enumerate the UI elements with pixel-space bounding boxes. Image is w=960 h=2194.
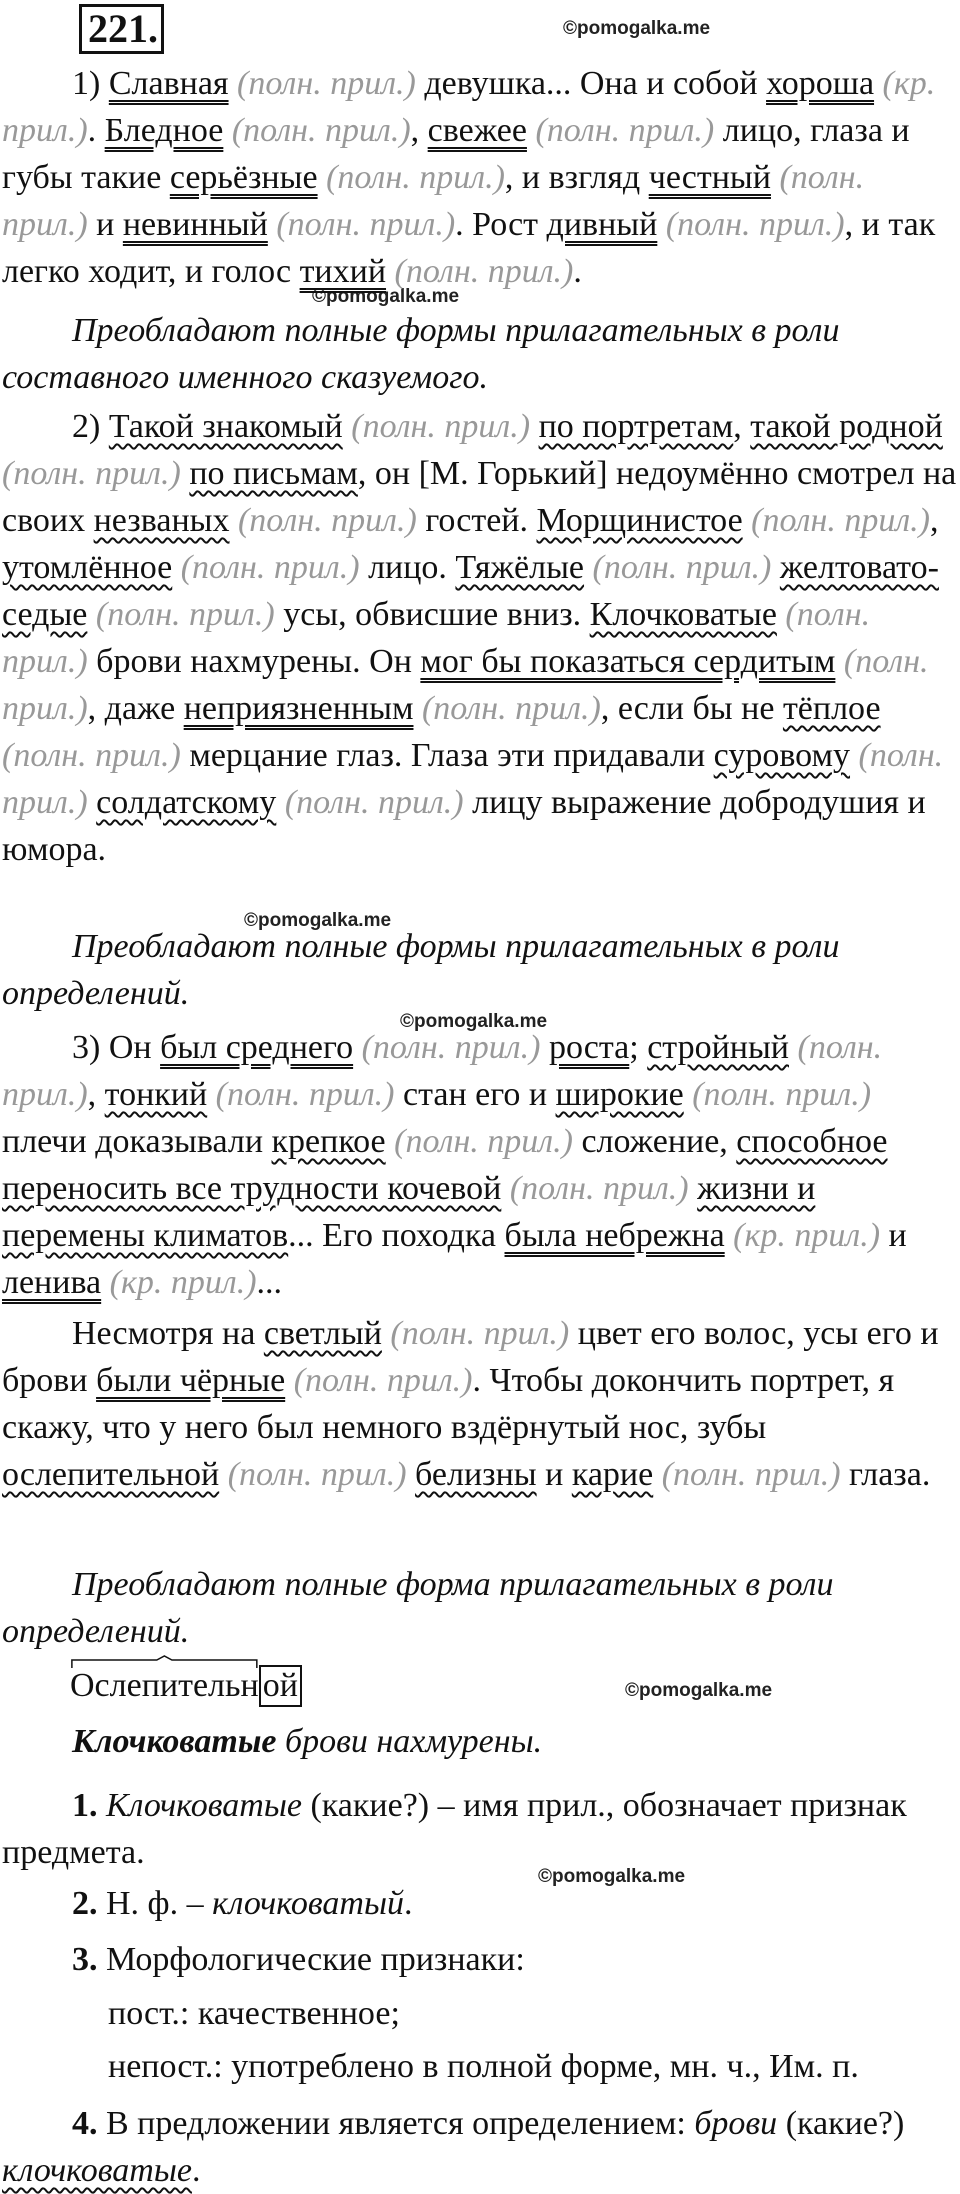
conclusion-2: Преобладают полные формы прилагательных в роли определений. xyxy=(2,928,840,1012)
attribute-word: незваных xyxy=(93,502,230,539)
predicate-word: роста xyxy=(548,1029,630,1066)
predicate-word: неприязненным xyxy=(183,690,414,727)
paragraph-1: 1) Славная (полн. прил.) девушка... Она и собой хороша (кр. прил.). Бледное (полн. прил.), свежее (полн. прил.) лицо, глаза и губы такие серьёзные (полн. прил.), и взгляд честный (полн. прил.) и невинный (полн. прил.). Рост дивный (полн. прил.), и так легко ходит, и голос тихий (полн. прил.). xyxy=(2,65,936,290)
predicate-word: честный xyxy=(648,159,771,196)
word-ending: ой xyxy=(259,1665,302,1707)
attribute-word: солдатскому xyxy=(96,784,277,821)
attribute-word: по письмам xyxy=(189,455,358,492)
paragraph-4: Несмотря на светлый (полн. прил.) цвет его волос, усы его и брови были чёрные (полн. прил.). Чтобы докончить портрет, я скажу, что у него был немного вздёрнутый нос, зубы ослепительной (полн. прил.) белизны и карие (полн. прил.) глаза. xyxy=(2,1315,939,1493)
watermark: ©pomogalka.me xyxy=(538,1866,686,1887)
hint-full: (полн. прил.) xyxy=(421,690,601,727)
hint-full: (полн. прил.) xyxy=(661,1456,841,1493)
watermark: ©pomogalka.me xyxy=(312,286,460,307)
hint-full: (полн. прил.) xyxy=(237,65,416,102)
hint-full: (полн. прил.) xyxy=(2,159,865,243)
attribute-word: ослепительной xyxy=(2,1456,220,1493)
hint-full: (полн. прил.) xyxy=(215,1076,395,1113)
predicate-word: дивный xyxy=(546,206,658,243)
hint-full: (полн. прил.) xyxy=(361,1029,541,1066)
analysis-item-4: 4. В предложении является определением: брови (какие?) клочковатые. xyxy=(2,2105,905,2189)
predicate-word: Славная xyxy=(108,65,229,102)
word-stem xyxy=(70,1663,259,1709)
attribute-word: по портретам xyxy=(538,408,734,445)
predicate-word: была небрежна xyxy=(504,1217,725,1254)
hint-full: (полн. прил.) xyxy=(394,253,574,290)
constant-features: пост.: качественное; xyxy=(108,1995,400,2032)
hint-full: (полн. прил.) xyxy=(293,1362,473,1399)
attribute-word: Тяжёлые xyxy=(455,549,585,586)
variable-features: непост.: употреблено в полной форме, мн. ч., Им. п. xyxy=(108,2048,859,2085)
predicate-word: свежее xyxy=(427,112,527,149)
root-arc-icon xyxy=(70,1655,259,1669)
hint-full: (полн. прил.) xyxy=(326,159,505,196)
hint-full: (полн. прил.) xyxy=(509,1170,689,1207)
analysis-item-1: 1. Клочковатые (какие?) – имя прил., обозначает признак предмета. xyxy=(2,1787,907,1871)
hint-full: (полн. прил.) xyxy=(237,502,417,539)
watermark: ©pomogalka.me xyxy=(244,910,392,931)
predicate-word: серьёзные xyxy=(169,159,318,196)
analysis-item-2: 2. Н. ф. – клочковатый. xyxy=(72,1885,413,1922)
hint-full: (полн. прил.) xyxy=(284,784,464,821)
watermark: ©pomogalka.me xyxy=(563,18,711,39)
hint-full: (полн. прил.) xyxy=(231,112,411,149)
hint-full: (полн. прил.) xyxy=(394,1123,573,1160)
watermark: ©pomogalka.me xyxy=(625,1680,773,1701)
attribute-word: способное переносить все трудности кочевой xyxy=(2,1123,888,1207)
exercise-number: 221. xyxy=(79,4,164,54)
predicate-word: были чёрные xyxy=(96,1362,286,1399)
attribute-word: тонкий xyxy=(104,1076,208,1113)
paragraph-2: 2) Такой знакомый (полн. прил.) по портретам, такой родной (полн. прил.) по письмам, он [М. Горький] недоумённо смотрел на своих незваных (полн. прил.) гостей. Морщинистое (полн. прил.), утомлённое (полн. прил.) лицо. Тяжёлые (полн. прил.) желтовато-седые (полн. прил.) усы, обвисшие вниз. Клочковатые (полн. прил.) брови нахмурены. Он мог бы показаться сердитым (полн. прил.), даже неприязненным (полн. прил.), если бы не тёплое (полн. прил.) мерцание глаз. Глаза эти придавали суровому (полн. прил.) солдатскому (полн. прил.) лицу выражение добродушия и юмора. xyxy=(2,408,957,868)
morpheme-analysis xyxy=(70,1663,302,1709)
hint-full: (полн. прил.) xyxy=(2,643,929,727)
hint-short: (кр. прил.) xyxy=(733,1217,881,1254)
hint-full: (полн. прил.) xyxy=(227,1456,407,1493)
predicate-word: тихий xyxy=(299,253,387,290)
stem-text: Ослепительн xyxy=(70,1667,259,1704)
attribute-word: суровому xyxy=(713,737,851,774)
attribute-word: жизни и перемены климатов xyxy=(2,1170,816,1254)
hint-full: (полн. прил.) xyxy=(95,596,275,633)
hint-short: (кр. прил.) xyxy=(109,1264,257,1301)
attribute-word: широкие xyxy=(555,1076,684,1113)
hint-full: (полн. прил.) xyxy=(692,1076,872,1113)
predicate-word: Бледное xyxy=(104,112,224,149)
watermark: ©pomogalka.me xyxy=(400,1011,548,1032)
attribute-word: крепкое xyxy=(271,1123,386,1160)
conclusion-3: Преобладают полные форма прилагательных в роли определений. xyxy=(2,1566,834,1650)
hint-full: (полн. прил.) xyxy=(751,502,930,539)
hint-full: (полн. прил.) xyxy=(276,206,456,243)
attribute-word: клочковатые xyxy=(2,2152,192,2189)
attribute-word: стройный xyxy=(647,1029,789,1066)
attribute-word: Такой знакомый xyxy=(108,408,343,445)
analysis-title: Клочковатые брови нахмурены. xyxy=(72,1723,543,1760)
hint-full: (полн. прил.) xyxy=(2,737,181,774)
predicate-word: ленива xyxy=(2,1264,102,1301)
hint-full: (полн. прил.) xyxy=(351,408,531,445)
hint-full: (полн. прил.) xyxy=(592,549,772,586)
predicate-word: был среднего xyxy=(160,1029,354,1066)
predicate-word: невинный xyxy=(122,206,268,243)
hint-full: (полн. прил.) xyxy=(2,737,944,821)
predicate-word: мог бы показаться сердитым xyxy=(420,643,836,680)
attribute-word: такой родной xyxy=(750,408,943,445)
attribute-word: Морщинистое xyxy=(536,502,743,539)
paragraph-3: 3) Он был среднего (полн. прил.) роста; стройный (полн. прил.), тонкий (полн. прил.) стан его и широкие (полн. прил.) плечи доказывали крепкое (полн. прил.) сложение, способное переносить все трудности кочевой (полн. прил.) жизни и перемены климатов... Его походка была небрежна (кр. прил.) и ленива (кр. прил.)... xyxy=(2,1029,907,1301)
predicate-word: хороша xyxy=(766,65,875,102)
hint-full: (полн. прил.) xyxy=(390,1315,570,1352)
hint-full: (полн. прил.) xyxy=(2,455,181,492)
hint-full: (полн. прил.) xyxy=(665,206,845,243)
hint-short: (кр. прил.) xyxy=(2,65,936,149)
attribute-word: утомлённое xyxy=(2,549,173,586)
analysis-item-3: 3. Морфологические признаки: xyxy=(72,1941,525,1978)
hint-full: (полн. прил.) xyxy=(2,1029,883,1113)
conclusion-1: Преобладают полные формы прилагательных в роли составного именного сказуемого. xyxy=(2,312,840,396)
attribute-word: Клочковатые xyxy=(589,596,777,633)
attribute-word: карие xyxy=(571,1456,654,1493)
hint-full: (полн. прил.) xyxy=(535,112,715,149)
attribute-word: светлый xyxy=(263,1315,382,1352)
attribute-word: тёплое xyxy=(782,690,881,727)
attribute-word: белизны xyxy=(415,1456,537,1493)
hint-full: (полн. прил.) xyxy=(2,596,871,680)
attribute-word: желтовато-седые xyxy=(2,549,939,633)
hint-full: (полн. прил.) xyxy=(180,549,360,586)
